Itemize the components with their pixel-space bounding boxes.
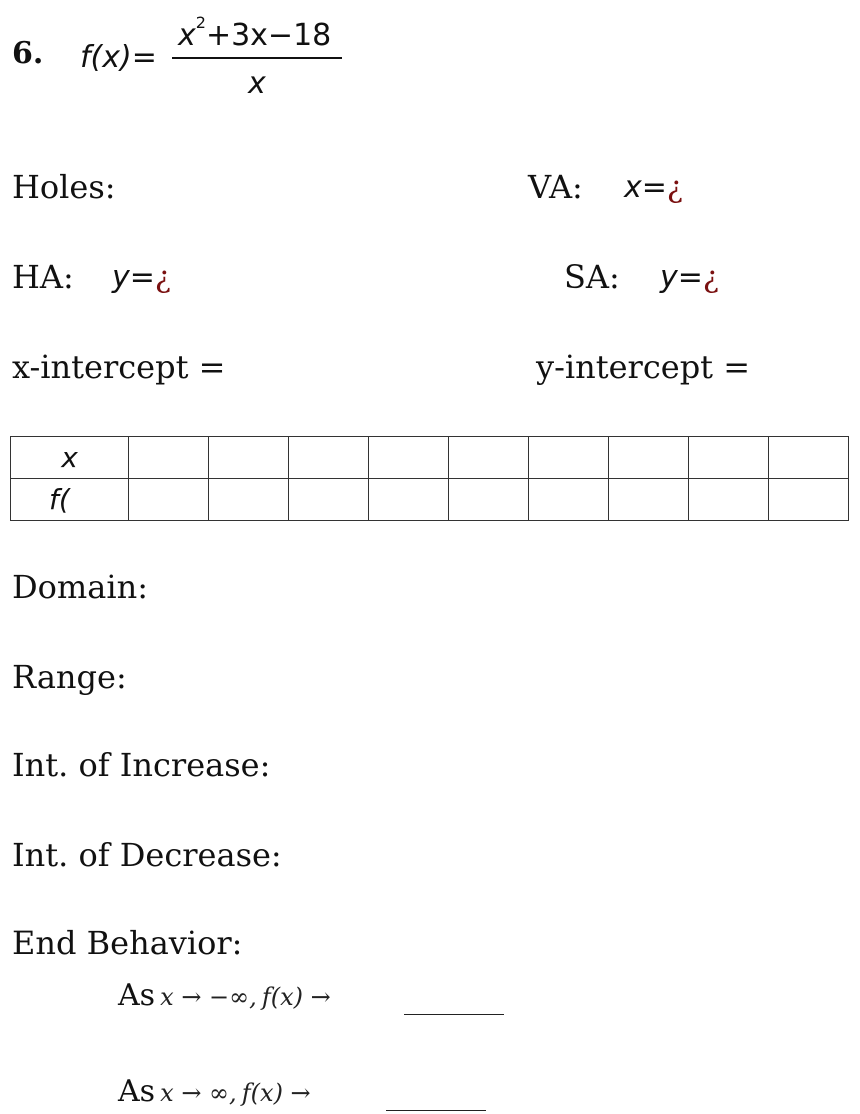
holes-label: Holes: [12,168,116,206]
fx-arrow-1: f(x) → [261,983,331,1011]
function-name: f(x)= [80,40,157,75]
answer-blank-positive[interactable] [386,1110,486,1111]
fx-arrow-2: f(x) → [241,1079,311,1107]
va-label: VA: [528,168,583,206]
table-cell[interactable] [209,437,289,479]
sa-placeholder: ¿ [702,260,719,295]
table-row-fx [11,479,849,521]
table-cell[interactable] [689,437,769,479]
value-table [10,436,849,521]
range-label: Range: [12,658,127,696]
table-cell[interactable] [529,437,609,479]
y-intercept-label: y-intercept = [536,348,751,386]
table-cell[interactable] [529,479,609,521]
numerator-x: x [178,18,196,53]
va-placeholder: ¿ [666,170,683,205]
neg-limit-expr: x → −∞, [160,983,257,1011]
row-header-x: x [11,437,129,479]
table-cell[interactable] [769,437,849,479]
table-cell[interactable] [129,437,209,479]
sa-expression: y= [660,260,703,295]
function-fraction [172,14,342,104]
fraction-bar [172,57,342,59]
domain-label: Domain: [12,568,148,606]
table-cell[interactable] [289,437,369,479]
table-cell[interactable] [449,479,529,521]
va-expression: x= [624,170,667,205]
end-behavior-label: End Behavior: [12,924,243,962]
ha-answer [112,260,171,295]
end-behavior-negative [118,978,331,1013]
numerator [178,13,332,53]
table-cell[interactable] [609,479,689,521]
table-cell[interactable] [289,479,369,521]
ha-placeholder: ¿ [154,260,171,295]
sa-answer [660,260,719,295]
problem-number: 6. [12,36,44,71]
numerator-rest: +3x−18 [205,18,332,53]
table-cell[interactable] [689,479,769,521]
table-cell[interactable] [609,437,689,479]
ha-expression: y= [112,260,155,295]
table-cell[interactable] [449,437,529,479]
table-cell[interactable] [769,479,849,521]
va-answer [624,170,683,205]
denominator: x [248,66,266,101]
as-word-2: As [118,1074,156,1109]
row-header-fx: f( [11,479,129,521]
table-cell[interactable] [129,479,209,521]
table-cell[interactable] [369,437,449,479]
x-intercept-label: x-intercept = [12,348,226,386]
numerator-exponent: 2 [195,13,206,32]
sa-label: SA: [564,258,620,296]
table-cell[interactable] [369,479,449,521]
answer-blank-negative[interactable] [404,1014,504,1015]
table-row-x [11,437,849,479]
decrease-label: Int. of Decrease: [12,836,282,874]
ha-label: HA: [12,258,74,296]
as-word-1: As [118,978,156,1013]
end-behavior-positive [118,1074,311,1109]
table-cell[interactable] [209,479,289,521]
pos-limit-expr: x → ∞, [160,1079,237,1107]
increase-label: Int. of Increase: [12,746,271,784]
